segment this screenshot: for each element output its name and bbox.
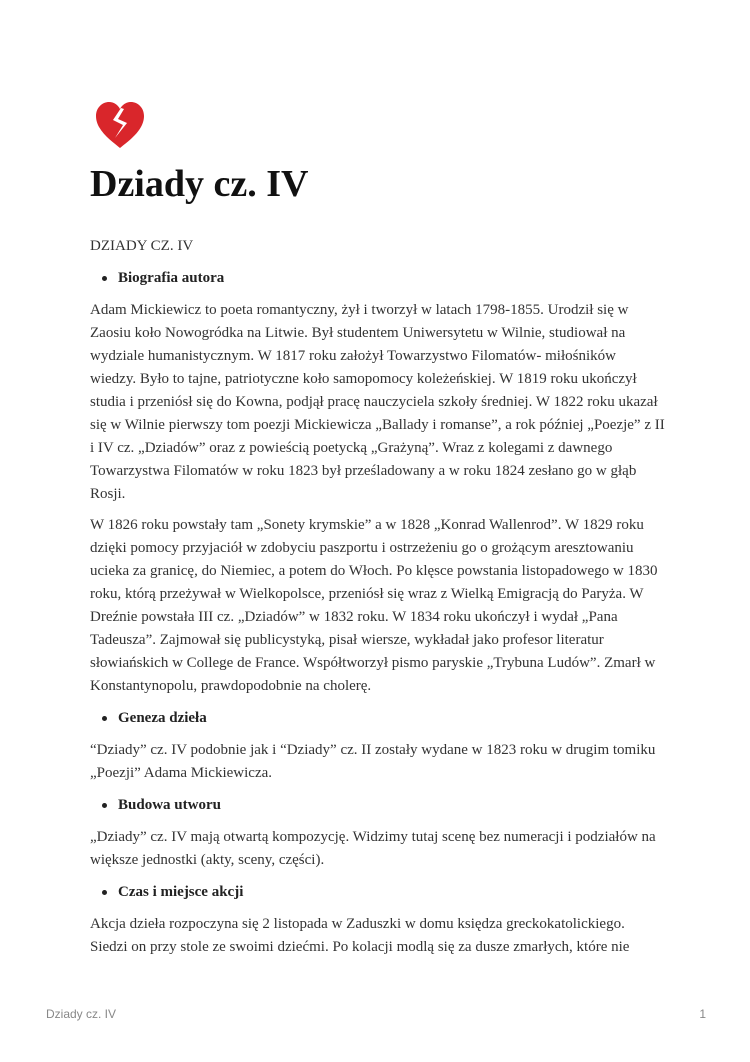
document-body [90,234,665,967]
bullet-icon [102,716,107,721]
page-number: 1 [699,1007,706,1021]
section-heading-label: Czas i miejsce akcji [118,884,244,900]
section-heading-label: Biografia autora [118,270,225,286]
paragraph: W 1826 roku powstały tam „Sonety krymskie” a w 1828 „Konrad Wallenrod”. W 1829 roku dzięki pomocy przyjaciół w zdobyciu paszportu i ostrzeżeniu go o grożącym aresztowaniu ucieka za granicę, do Niemiec, a potem do Włoch. Po klęsce powstania listopadowego w 1830 roku, którą przeżywał w Wielkopolsce, przeniósł się wraz z Wielką Emigracją do Paryża. W Dreźnie powstała III cz. „Dziadów” w 1832 roku. W 1834 roku ukończył i wydał „Pana Tadeusza”. Zajmował się publicystyką, pisał wiersze, wykładał jako profesor literatur słowiańskich w College de France. Współtworzył pismo paryskie „Trybuna Ludów”. Zmarł w Konstantynopolu, prawdopodobnie na cholerę. [90,517,658,694]
broken-heart-icon [93,100,147,150]
section-heading-geneza [90,706,665,730]
section-heading-biografia [90,266,665,290]
section-heading-label: Geneza dzieła [118,710,207,726]
paragraph: “Dziady” cz. IV podobnie jak i “Dziady” cz. II zostały wydane w 1823 roku w drugim tomiku „Poezji” Adama Mickiewicza. [90,742,656,781]
bullet-icon [102,803,107,808]
bullet-icon [102,890,107,895]
section-heading-label: Budowa utworu [118,797,221,813]
paragraph: Akcja dzieła rozpoczyna się 2 listopada w Zaduszki w domu księdza greckokatolickiego. Siedzi on przy stole ze swoimi dziećmi. Po kolacji modlą się za dusze zmarłych, które nie [90,916,630,955]
document-subtitle: DZIADY CZ. IV [90,238,194,254]
paragraph: „Dziady” cz. IV mają otwartą kompozycję. Widzimy tutaj scenę bez numeracji i podziałów na większe jednostki (akty, sceny, części). [90,829,656,868]
section-heading-budowa [90,793,665,817]
paragraph: Adam Mickiewicz to poeta romantyczny, żył i tworzył w latach 1798-1855. Urodził się w Zaosiu koło Nowogródka na Litwie. Był studentem Uniwersytetu w Wilnie, studiował na wydziale humanistycznym. W 1817 roku założył Towarzystwo Filomatów- miłośników wiedzy. Było to tajne, patriotyczne koło samopomocy koleżeńskiej. W 1819 roku ukończył studia i przeniósł się do Kowna, podjął pracę nauczyciela szkoły średniej. W 1822 roku ukazał się w Wilnie pierwszy tom poezji Mickiewicza „Ballady i romanse”, a rok później „Poezje” z II i IV cz. „Dziadów” oraz z powieścią poetycką „Grażyną”. Wraz z kolegami z dawnego Towarzystwa Filomatów w roku 1823 był prześladowany a w roku 1824 zesłano go w głąb Rosji. [90,302,665,502]
bullet-icon [102,276,107,281]
section-heading-czas [90,880,665,904]
page-title: Dziady cz. IV [90,163,309,205]
footer-title: Dziady cz. IV [46,1007,117,1021]
